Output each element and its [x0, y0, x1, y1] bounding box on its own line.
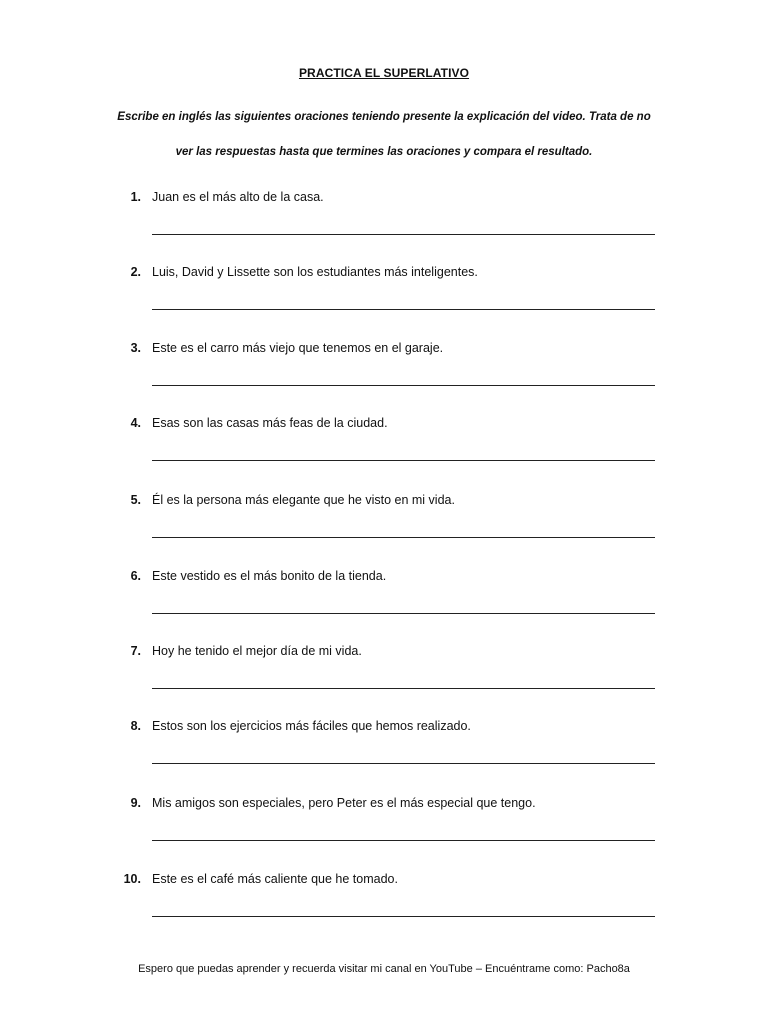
exercise-item [0, 644, 768, 704]
answer-line [152, 234, 655, 235]
footer-note: Espero que puedas aprender y recuerda visitar mi canal en YouTube – Encuéntrame como: Pacho8a [138, 963, 630, 975]
item-number: 9. [130, 796, 141, 810]
answer-line [152, 613, 655, 614]
exercise-item [0, 416, 768, 476]
answer-line [152, 688, 655, 689]
item-number: 3. [130, 341, 141, 355]
item-sentence: Juan es el más alto de la casa. [152, 190, 324, 204]
item-sentence: Él es la persona más elegante que he visto en mi vida. [152, 493, 455, 507]
item-number: 6. [130, 569, 141, 583]
answer-line [152, 763, 655, 764]
exercise-item [0, 569, 768, 629]
exercise-item [0, 719, 768, 779]
item-sentence: Mis amigos son especiales, pero Peter es el más especial que tengo. [152, 796, 536, 810]
answer-line [152, 916, 655, 917]
item-number: 4. [130, 416, 141, 430]
item-sentence: Estos son los ejercicios más fáciles que hemos realizado. [152, 719, 471, 733]
item-number: 7. [130, 644, 141, 658]
item-number: 1. [130, 190, 141, 204]
answer-line [152, 460, 655, 461]
item-sentence: Este es el carro más viejo que tenemos en el garaje. [152, 341, 444, 355]
item-number: 2. [130, 265, 141, 279]
worksheet-title: PRACTICA EL SUPERLATIVO [298, 66, 470, 80]
exercise-item [0, 265, 768, 325]
exercise-item [0, 190, 768, 250]
exercise-item [0, 493, 768, 553]
item-number: 8. [130, 719, 141, 733]
item-sentence: Esas son las casas más feas de la ciudad. [152, 416, 388, 430]
item-sentence: Hoy he tenido el mejor día de mi vida. [152, 644, 362, 658]
answer-line [152, 840, 655, 841]
answer-line [152, 385, 655, 386]
exercise-item [0, 341, 768, 401]
item-sentence: Este vestido es el más bonito de la tienda. [152, 569, 387, 583]
item-sentence: Luis, David y Lissette son los estudiantes más inteligentes. [152, 265, 478, 279]
answer-line [152, 537, 655, 538]
item-sentence: Este es el café más caliente que he tomado. [152, 872, 398, 886]
item-number: 5. [130, 493, 141, 507]
instructions-line-1: Escribe en inglés las siguientes oraciones teniendo presente la explicación del video. Trata de no [117, 111, 651, 123]
instructions-line-2: ver las respuestas hasta que termines las oraciones y compara el resultado. [175, 146, 593, 158]
exercise-item [0, 796, 768, 856]
exercise-item [0, 872, 768, 932]
item-number: 10. [123, 872, 141, 886]
answer-line [152, 309, 655, 310]
